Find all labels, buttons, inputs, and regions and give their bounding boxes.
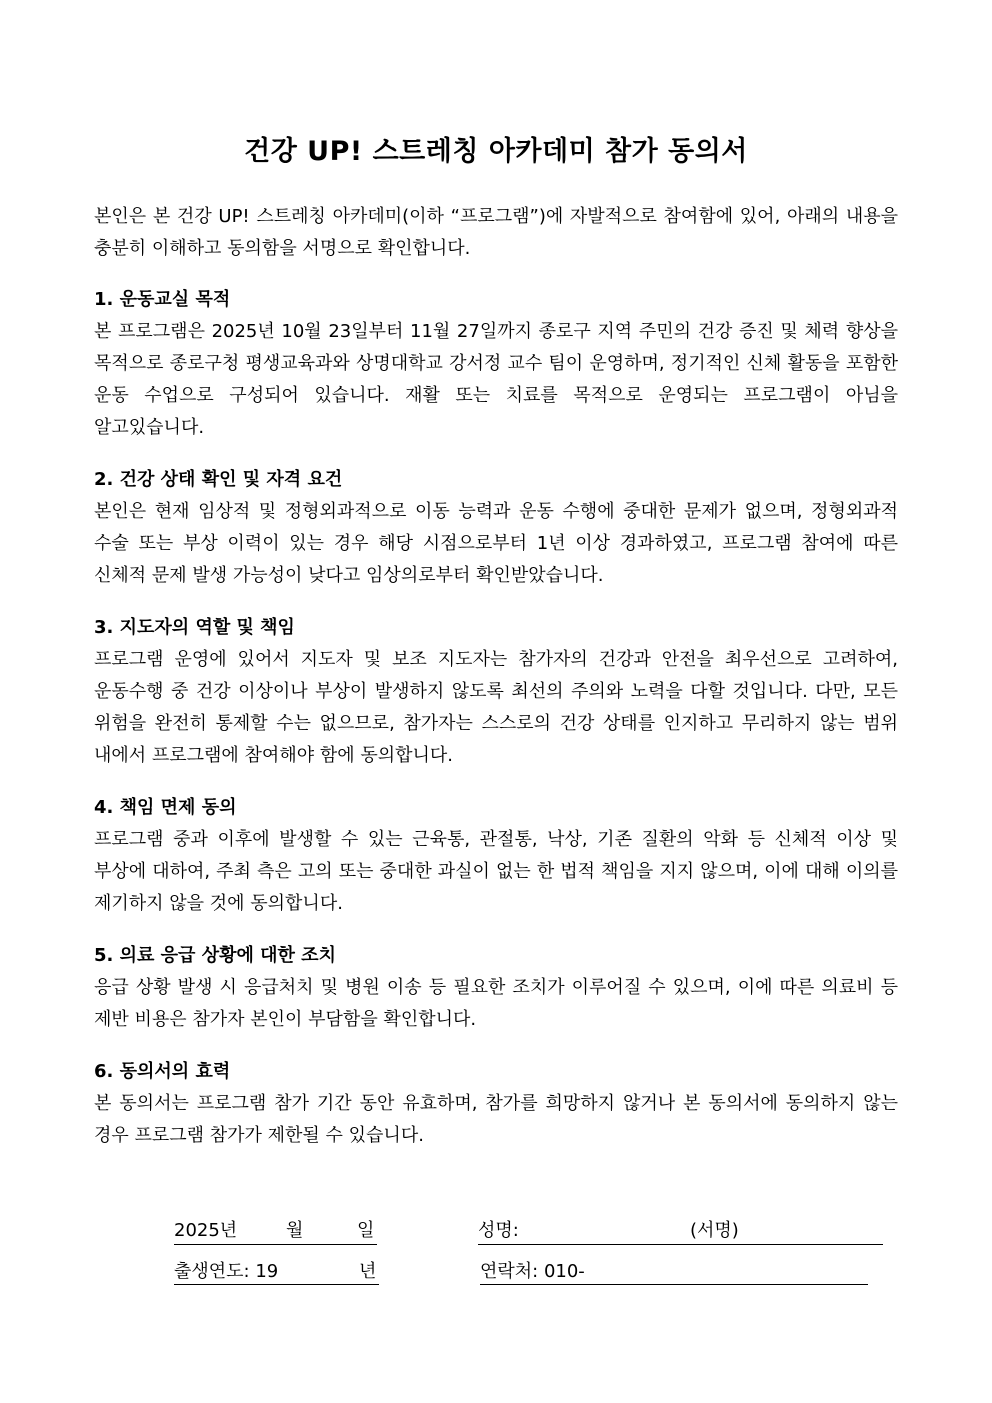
section-body: 프로그램 운영에 있어서 지도자 및 보조 지도자는 참가자의 건강과 안전을 최우선으로 고려하여, 운동수행 중 건강 이상이나 부상이 발생하지 않도록 최선의 주의와 노력을 다할 것입니다. 다만, 모든 위험을 완전히 통제할 수는 없으므로, 참가자는 스스로의 건강 상태를 인지하고 무리하지 않는 범위 내에서 프로그램에 참여해야 함에 동의합니다. (94, 649, 898, 766)
section-medical-emergency (94, 940, 898, 1036)
sign-label: (서명) (690, 1220, 739, 1241)
section-body: 본인은 현재 임상적 및 정형외과적으로 이동 능력과 운동 수행에 중대한 문제가 없으며, 정형외과적 수술 또는 부상 이력이 있는 경우 해당 시점으로부터 1년 이상 경과하였고, 프로그램 참여에 따른 신체적 문제 발생 가능성이 낮다고 임상의로부터 확인받았습니다. (94, 501, 898, 586)
section-instructor-role (94, 612, 898, 772)
section-health-status (94, 464, 898, 592)
contact-label: 연락처: 010- (480, 1261, 585, 1282)
section-heading: 5. 의료 응급 상황에 대한 조치 (94, 945, 336, 966)
birth-year-field[interactable] (174, 1284, 379, 1285)
section-liability-waiver (94, 792, 898, 920)
section-purpose (94, 284, 898, 444)
section-heading: 2. 건강 상태 확인 및 자격 요건 (94, 469, 343, 490)
intro-paragraph: 본인은 본 건강 UP! 스트레칭 아카데미(이하 “프로그램”)에 자발적으로 참여함에 있어, 아래의 내용을 충분히 이해하고 동의함을 서명으로 확인합니다. (94, 206, 898, 259)
birth-year-label: 출생연도: 19 (174, 1261, 279, 1282)
date-year: 2025년 (174, 1220, 238, 1241)
section-validity (94, 1056, 898, 1152)
section-heading: 1. 운동교실 목적 (94, 289, 231, 310)
section-heading: 3. 지도자의 역할 및 책임 (94, 617, 295, 638)
section-heading: 4. 책임 면제 동의 (94, 797, 237, 818)
section-heading: 6. 동의서의 효력 (94, 1061, 231, 1082)
section-body: 응급 상황 발생 시 응급처치 및 병원 이송 등 필요한 조치가 이루어질 수 있으며, 이에 따른 의료비 등 제반 비용은 참가자 본인이 부담함을 확인합니다. (94, 977, 898, 1030)
document-title: 건강 UP! 스트레칭 아카데미 참가 동의서 (244, 136, 748, 167)
date-underline[interactable] (174, 1244, 377, 1245)
date-month: 월 (286, 1220, 304, 1241)
contact-field[interactable] (480, 1284, 868, 1285)
date-day: 일 (357, 1220, 375, 1241)
birth-year-suffix: 년 (359, 1261, 377, 1282)
section-body: 본 프로그램은 2025년 10월 23일부터 11월 27일까지 종로구 지역 주민의 건강 증진 및 체력 향상을 목적으로 종로구청 평생교육과와 상명대학교 강서정 교수 팀이 운영하며, 정기적인 신체 활동을 포함한 운동 수업으로 구성되어 있습니다. 재활 또는 치료를 목적으로 운영되는 프로그램이 아님을 알고있습니다. (94, 321, 898, 438)
section-body: 프로그램 중과 이후에 발생할 수 있는 근육통, 관절통, 낙상, 기존 질환의 악화 등 신체적 이상 및 부상에 대하여, 주최 측은 고의 또는 중대한 과실이 없는 한 법적 책임을 지지 않으며, 이에 대해 이의를 제기하지 않을 것에 동의합니다. (94, 829, 898, 914)
section-body: 본 동의서는 프로그램 참가 기간 동안 유효하며, 참가를 희망하지 않거나 본 동의서에 동의하지 않는 경우 프로그램 참가가 제한될 수 있습니다. (94, 1093, 898, 1146)
name-signature-field[interactable] (478, 1244, 883, 1245)
name-label: 성명: (478, 1220, 519, 1241)
